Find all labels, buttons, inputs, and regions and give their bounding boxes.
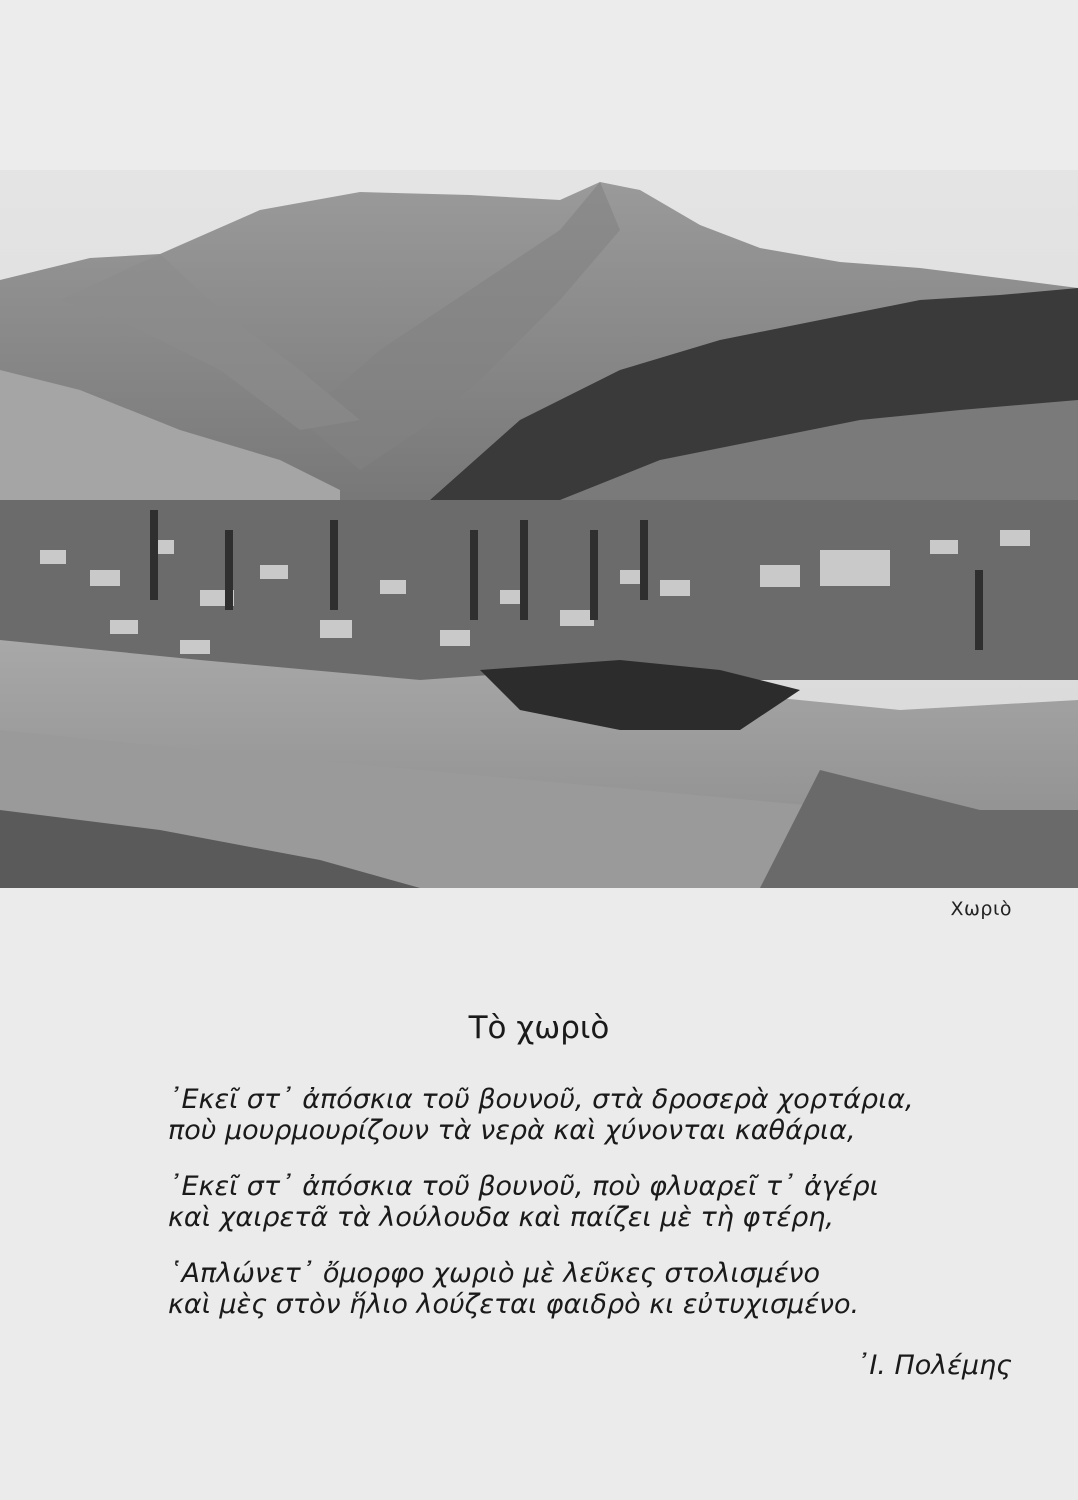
- poem-line: ῾Απλώνετ᾿ ὄμορφο χωριὸ μὲ λεῦκες στολισμένο: [168, 1258, 821, 1289]
- poem-body: [168, 1084, 1028, 1345]
- photo-caption: Χωριὸ: [950, 898, 1012, 920]
- poem-line: καὶ χαιρετᾶ τὰ λούλουδα καὶ παίζει μὲ τὴ φτέρη,: [168, 1202, 834, 1233]
- poem-line: ᾿Εκεῖ στ᾿ ἀπόσκια τοῦ βουνοῦ, στὰ δροσερὰ χορτάρια,: [168, 1084, 914, 1115]
- poem-stanza: [168, 1258, 1028, 1320]
- poem-line: ᾿Εκεῖ στ᾿ ἀπόσκια τοῦ βουνοῦ, ποὺ φλυαρεῖ τ᾿ ἀγέρι: [168, 1171, 879, 1202]
- poem-stanza: [168, 1171, 1028, 1233]
- poem-author: ᾿Ι. Πολέμης: [855, 1350, 1012, 1381]
- poem-stanza: [168, 1084, 1028, 1146]
- poem-line: καὶ μὲς στὸν ἥλιο λούζεται φαιδρὸ κι εὐτυχισμένο.: [168, 1289, 860, 1320]
- poem-title: Τὸ χωριὸ: [468, 1010, 610, 1046]
- village-landscape-photo: [0, 170, 1078, 888]
- poem-line: ποὺ μουρμουρίζουν τὰ νερὰ καὶ χύνονται καθάρια,: [168, 1115, 856, 1146]
